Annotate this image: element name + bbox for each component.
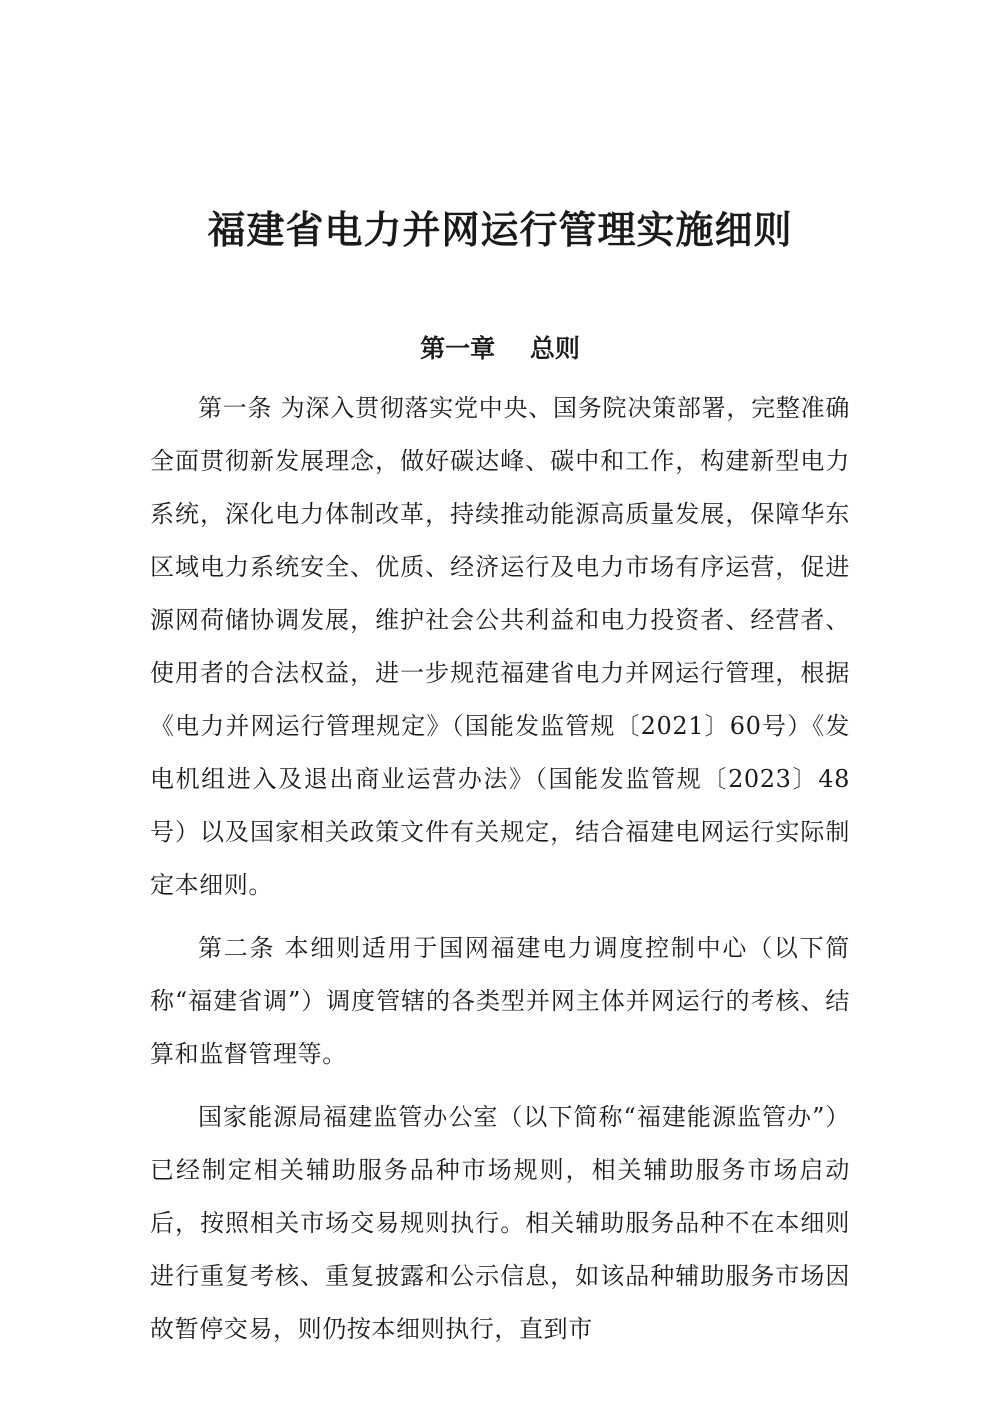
chapter-heading: 第一章 总则 bbox=[420, 334, 580, 363]
paragraph-article-2: 第二条 本细则适用于国网福建电力调度控制中心（以下简称“福建省调”）调度管辖的各类型并网主体并网运行的考核、结算和监督管理等。 bbox=[150, 934, 850, 1068]
paragraph-article-2-continued: 国家能源局福建监管办公室（以下简称“福建能源监管办”）已经制定相关辅助服务品种市场规则，相关辅助服务市场启动后，按照相关市场交易规则执行。相关辅助服务品种不在本细则进行重复考核、重复披露和公示信息，如该品种辅助服务市场因故暂停交易，则仍按本细则执行，直到市 bbox=[150, 1103, 850, 1343]
paragraph-article-1: 第一条 为深入贯彻落实党中央、国务院决策部署，完整准确全面贯彻新发展理念，做好碳达峰、碳中和工作，构建新型电力系统，深化电力体制改革，持续推动能源高质量发展，保障华东区域电力系统安全、优质、经济运行及电力市场有序运营，促进源网荷储协调发展，维护社会公共利益和电力投资者、经营者、使用者的合法权益，进一步规范福建省电力并网运行管理，根据《电力并网运行管理规定》（国能发监管规〔2021〕60号）《发电机组进入及退出商业运营办法》（国能发监管规〔2023〕48号）以及国家相关政策文件有关规定，结合福建电网运行实际制定本细则。 bbox=[150, 394, 850, 899]
document-title: 福建省电力并网运行管理实施细则 bbox=[207, 207, 793, 252]
document-body bbox=[150, 382, 850, 1366]
